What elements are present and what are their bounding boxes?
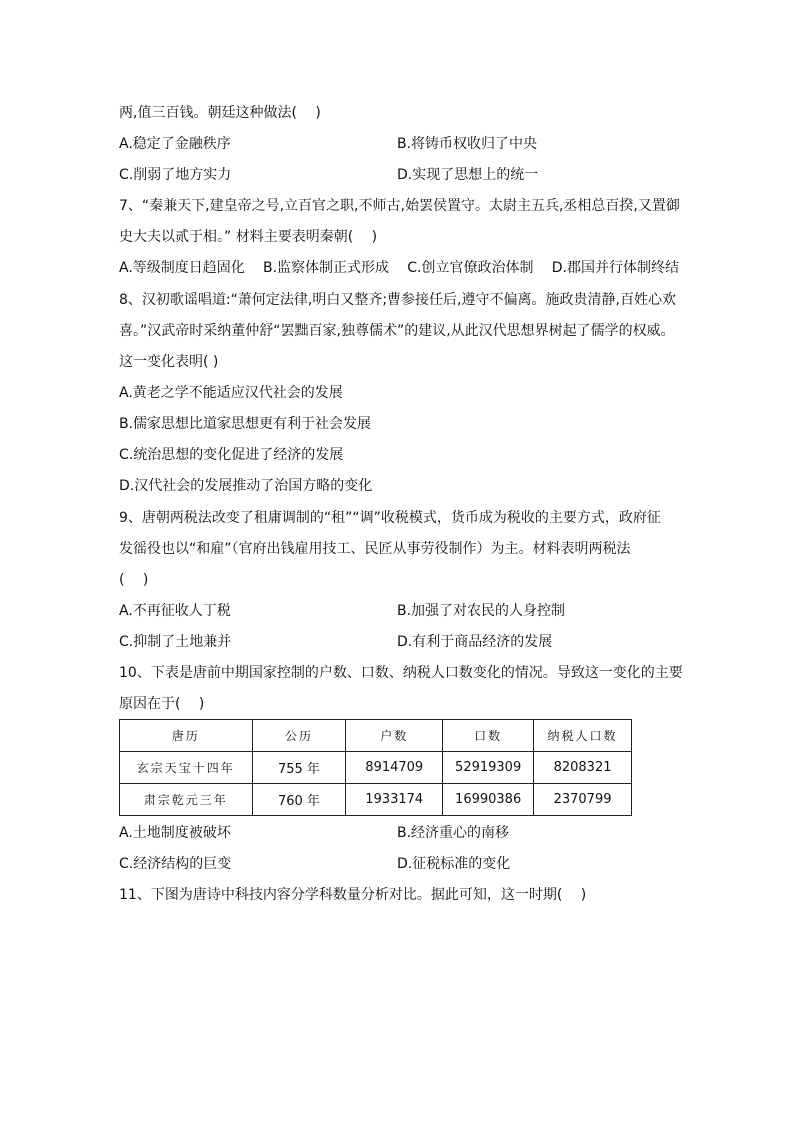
q9-option-b: B.加强了对农民的人身控制 [397, 603, 566, 619]
cell-taxpayers: 8208321 [534, 752, 632, 784]
q7-option-a: A.等级制度日趋固化 [119, 260, 245, 276]
header-population: 口数 [443, 720, 534, 752]
q6-option-c: C.削弱了地方实力 [119, 167, 232, 183]
question-8-stem-line-3: 这一变化表明( ) [119, 354, 219, 370]
q6-option-a: A.稳定了金融秩序 [119, 136, 231, 152]
cell-taxpayers: 2370799 [534, 784, 632, 816]
question-7-stem-line-2: 史大夫以贰于相。” 材料主要表明秦朝( ) [119, 229, 378, 245]
q9-option-c: C.抑制了土地兼并 [119, 634, 232, 650]
q7-option-b: B.监察体制正式形成 [263, 260, 390, 276]
question-6-stem-tail: 两,值三百钱。朝廷这种做法( ) [119, 105, 321, 121]
question-7-stem-line-1: 7、“秦兼天下,建皇帝之号,立百官之职,不师古,始罢侯置守。太尉主五兵,丞相总百揆,又置御 [119, 198, 680, 214]
question-11-stem: 11、下图为唐诗中科技内容分学科数量分析对比。据此可知，这一时期( ) [119, 887, 587, 903]
q10-option-a: A.土地制度被破坏 [119, 825, 231, 841]
question-9-stem-line-2: 发徭役也以“和雇”（官府出钱雇用技工、民匠从事劳役制作）为主。材料表明两税法 [119, 541, 631, 557]
header-tang-calendar: 唐历 [120, 720, 253, 752]
q6-option-b: B.将铸币权收归了中央 [397, 136, 538, 152]
q10-option-d: D.征税标准的变化 [397, 856, 511, 872]
cell-population: 52919309 [443, 752, 534, 784]
q8-option-d: D.汉代社会的发展推动了治国方略的变化 [119, 478, 373, 494]
cell-gregorian-year: 760 年 [252, 784, 346, 816]
header-taxpayers: 纳税人口数 [534, 720, 632, 752]
table-row [120, 752, 632, 784]
household-data-table [119, 719, 632, 816]
question-10-stem-line-1: 10、下表是唐前中期国家控制的户数、口数、纳税人口数变化的情况。导致这一变化的主要 [119, 665, 683, 681]
q10-option-c: C.经济结构的巨变 [119, 856, 232, 872]
table-header-row [120, 720, 632, 752]
question-8-stem-line-1: 8、汉初歌谣唱道:“萧何定法律,明白又整齐;曹参接任后,遵守不偏离。施政贵清静,百姓心欢 [119, 292, 676, 308]
cell-tang-calendar: 肃宗乾元三年 [120, 784, 253, 816]
q7-options-row [119, 258, 679, 278]
q8-option-a: A.黄老之学不能适应汉代社会的发展 [119, 385, 343, 401]
q8-option-c: C.统治思想的变化促进了经济的发展 [119, 447, 344, 463]
cell-tang-calendar: 玄宗天宝十四年 [120, 752, 253, 784]
question-10-stem-line-2: 原因在于( ) [119, 696, 205, 712]
q9-option-a: A.不再征收人丁税 [119, 603, 231, 619]
question-9-stem-line-3: ( ) [119, 572, 149, 588]
question-8-stem-line-2: 喜。”汉武帝时采纳董仲舒“罢黜百家,独尊儒术”的建议,从此汉代思想界树起了儒学的权威。 [119, 323, 675, 339]
cell-population: 16990386 [443, 784, 534, 816]
q8-option-b: B.儒家思想比道家思想更有利于社会发展 [119, 416, 372, 432]
q7-option-d: D.郡国并行体制终结 [551, 260, 679, 276]
q6-option-d: D.实现了思想上的统一 [397, 167, 539, 183]
cell-households: 1933174 [346, 784, 443, 816]
table-row [120, 784, 632, 816]
question-9-stem-line-1: 9、唐朝两税法改变了租庸调制的“租”“调”收税模式，货币成为税收的主要方式，政府征 [119, 510, 661, 526]
q10-option-b: B.经济重心的南移 [397, 825, 510, 841]
cell-gregorian-year: 755 年 [252, 752, 346, 784]
header-households: 户数 [346, 720, 443, 752]
header-gregorian-year: 公历 [252, 720, 346, 752]
q9-option-d: D.有利于商品经济的发展 [397, 634, 553, 650]
q7-option-c: C.创立官僚政治体制 [407, 260, 534, 276]
cell-households: 8914709 [346, 752, 443, 784]
